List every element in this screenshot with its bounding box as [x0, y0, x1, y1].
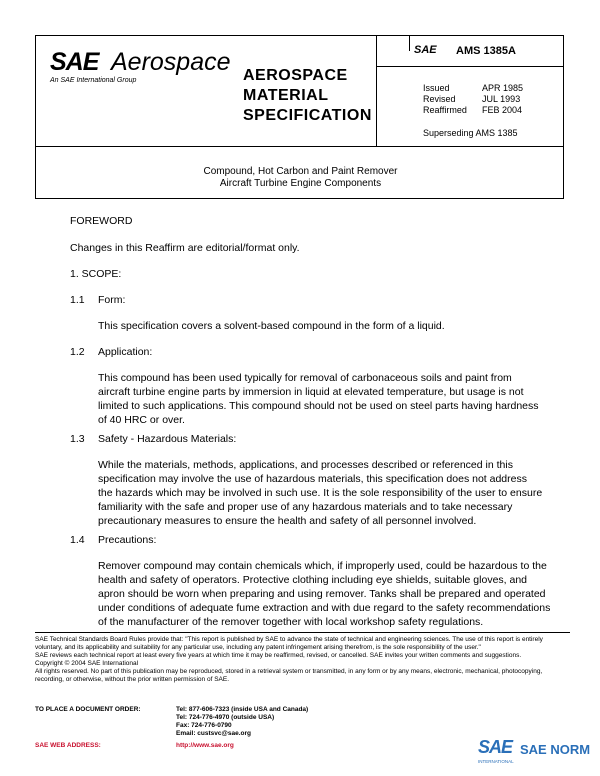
doc-number: AMS 1385A [456, 45, 516, 57]
section-text [98, 559, 558, 629]
header-box [35, 35, 564, 147]
section-number: 1.4 [70, 534, 85, 546]
sae-norm-logo-mark: SAE [478, 737, 513, 757]
date-label: Reaffirmed [423, 105, 467, 115]
foreword-text: Changes in this Reaffirm are editorial/format only. [70, 242, 300, 254]
superseding-note: Superseding AMS 1385 [423, 128, 518, 138]
date-label: Revised [423, 94, 456, 104]
section-title: Application: [98, 346, 153, 358]
date-value: JUL 1993 [482, 94, 521, 104]
section-title: Safety - Hazardous Materials: [98, 433, 237, 445]
logo-subtitle: An SAE International Group [50, 77, 137, 84]
date-label: Issued [423, 83, 450, 93]
footer-rule [35, 632, 570, 633]
footer-line: voluntary, and its applicability and suitability for any particular use, including any patent infringement arising therefrom, is the sole responsibility of the user." [35, 644, 481, 651]
section-number: 1.2 [70, 346, 85, 358]
text-line: specification may involve the use of hazardous materials, this specification does not address [98, 473, 527, 485]
footer-line: recording, or otherwise, without the prior written permission of SAE. [35, 676, 230, 683]
sae-logo: SAE [50, 48, 99, 76]
title-box [35, 147, 564, 199]
text-line: of the manufacturer of the remover together with local workshop safety regulations. [98, 616, 484, 628]
text-line: precautionary measures to ensure the health and safety of all personnel involved. [98, 515, 477, 527]
footer-line: Copyright © 2004 SAE International [35, 660, 139, 667]
web-label: SAE WEB ADDRESS: [35, 742, 101, 749]
foreword-heading: FOREWORD [70, 215, 133, 227]
text-line: familiarity with the safe and proper use of any hazardous materials and to take necessary [98, 501, 513, 513]
section-number: 1.3 [70, 433, 85, 445]
header-divider [376, 36, 377, 146]
web-url-link[interactable]: http://www.sae.org [176, 742, 234, 749]
text-line: apron should be worn when preparing and using remover. Tanks shall be prepared and operated [98, 588, 546, 600]
scope-heading: 1. SCOPE: [70, 268, 122, 280]
text-line: aircraft turbine engine parts by immersion in liquid at elevated temperature, but usage is not [98, 386, 524, 398]
section-title: Precautions: [98, 534, 157, 546]
date-value: FEB 2004 [482, 105, 523, 115]
spec-subtitle: Aircraft Turbine Engine Components [219, 178, 382, 189]
contact-line: Email: custsvc@sae.org [176, 730, 251, 737]
footer-line: SAE reviews each technical report at least every five years at which time it may be reaffirmed, revised, or cancelled. SAE invites your written comments and suggestions. [35, 652, 522, 659]
date-value: APR 1985 [482, 83, 524, 93]
footer [35, 636, 570, 684]
title-line: AEROSPACE [243, 67, 348, 84]
sae-norm-logo-text: SAE NORM [520, 742, 591, 757]
contact-line: Tel: 877-606-7323 (inside USA and Canada) [176, 706, 309, 713]
aerospace-logo-text: Aerospace [111, 48, 231, 76]
footer-line: All rights reserved. No part of this publication may be reproduced, stored in a retrieval system or transmitted, in any form or by any means, electronic, mechanical, photocopying, [35, 668, 543, 675]
contact-line: Tel: 724-776-4970 (outside USA) [176, 714, 275, 721]
contact-line: Fax: 724-776-0790 [176, 722, 232, 729]
sae-mark: SAE [414, 44, 437, 56]
title-line: MATERIAL [243, 87, 329, 104]
section-text: This specification covers a solvent-based compound in the form of a liquid. [98, 320, 445, 332]
header-divider [409, 36, 410, 51]
title-line: SPECIFICATION [243, 107, 372, 124]
section-number: 1.1 [70, 294, 85, 306]
spec-title: Compound, Hot Carbon and Paint Remover [203, 166, 398, 177]
text-line: the hazards which may be involved in such use. It is the sole responsibility of the user to ensure [98, 487, 543, 499]
order-label: TO PLACE A DOCUMENT ORDER: [35, 706, 141, 713]
text-line: of 40 HRC or over. [98, 414, 185, 426]
text-line: While the materials, methods, applications, and processes described or referenced in this [98, 459, 513, 471]
section-text [98, 371, 558, 427]
header-divider [376, 66, 563, 67]
text-line: limited to such applications. This compound should not be used on steel parts having hardness [98, 400, 539, 412]
text-line: under conditions of adequate fume extraction and with due regard to the safety recommendations [98, 602, 551, 614]
text-line: Remover compound may contain chemicals which, if improperly used, could be hazardous to the [98, 560, 547, 572]
footer-line: SAE Technical Standards Board Rules provide that: "This report is published by SAE to advance the state of technical and engineering sciences. The use of this report is entirely [35, 636, 543, 643]
sae-norm-logo-sub: INTERNATIONAL [478, 759, 514, 764]
doc-type-title [243, 66, 372, 126]
section-text [98, 458, 558, 528]
section-title: Form: [98, 294, 126, 306]
contact-block [176, 706, 308, 738]
text-line: health and safety of operators. Protective clothing including eye shields, suitable gloves, and [98, 574, 528, 586]
text-line: This compound has been used typically for removal of carbonaceous soils and paint from [98, 372, 512, 384]
